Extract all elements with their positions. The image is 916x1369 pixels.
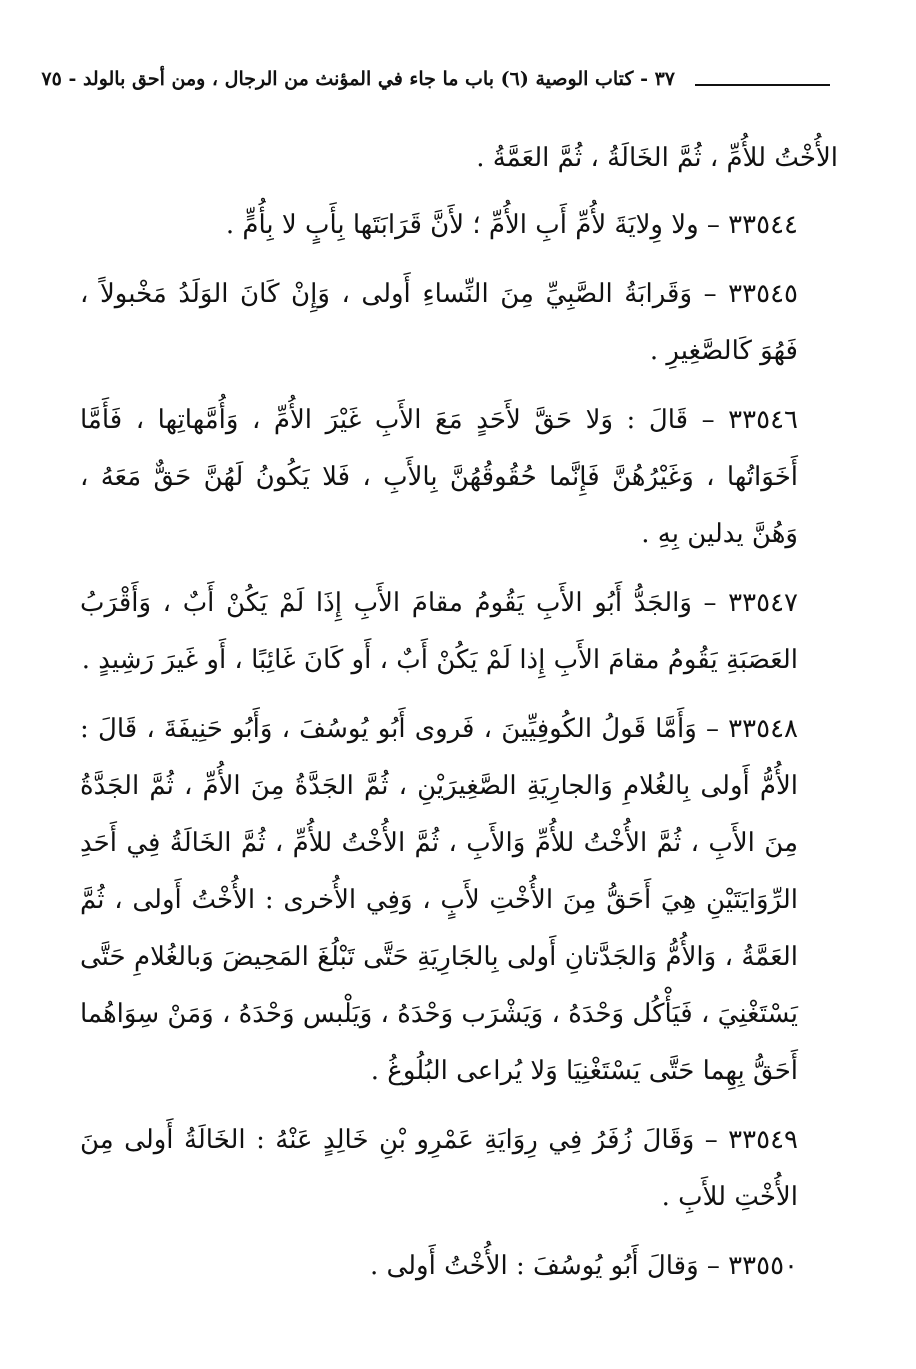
header-title: ٣٧ - كتاب الوصية (٦) باب ما جاء في المؤنث من الرجال ، ومن أحق بالولد - ٧٥ [41,68,675,90]
header-rule [695,84,830,86]
paragraph: ٣٣٥٤٦ – قَالَ : وَلا حَقَّ لأَحَدٍ مَعَ الأَبِ غَيْرَ الأُمِّ ، وَأُمَّهاتِها ، فَأَمَّا أَخَوَاتُها ، وَغَيْرُهُنَّ فَإِنَّما حُقُوقُهُنَّ بِالأَبِ ، فَلا يَكُونُ لَهُنَّ حَقٌّ مَعَهُ ، وَهُنَّ يدلين بِهِ . [80,405,798,549]
paragraph: ٣٣٥٤٥ – وَقَرابَةُ الصَّبِيِّ مِنَ النِّساءِ أَولى ، وَإِنْ كَانَ الوَلَدُ مَخْبولاً ، فَهُوَ كَالصَّغِيرِ . [80,279,798,366]
paragraph: الأُخْتُ للأُمِّ ، ثُمَّ الخَالَةُ ، ثُمَّ العَمَّةُ . [476,143,838,173]
paragraph: ٣٣٥٤٩ – وَقَالَ زُفَرُ فِي رِوَايَةِ عَمْرِو بْنِ خَالِدٍ عَنْهُ : الخَالَةُ أَولى مِنَ الأُخْتِ للأَبِ . [80,1125,798,1212]
running-header [41,68,830,108]
main-text [80,130,838,1307]
paragraph: ٣٣٥٤٨ – وَأَمَّا قَولُ الكُوفِيِّينَ ، فَروى أَبُو يُوسُفَ ، وَأَبُو حَنِيفَةَ ، قَالَ : الأُمُّ أَولى بِالغُلامِ وَالجارِيَةِ الصَّغِيرَيْنِ ، ثُمَّ الجَدَّةُ مِنَ الأُمِّ ، ثُمَّ الجَدَّةُ مِنَ الأَبِ ، ثُمَّ الأُخْتُ للأُمِّ وَالأَبِ ، ثُمَّ الأُخْتُ للأُمِّ ، ثُمَّ الخَالَةُ فِي أَحَدِ الرِّوَايَتَيْنِ هِيَ أَحَقُّ مِنَ الأُخْتِ لأَبٍ ، وَفِي الأُخرى : الأُخْتُ أَولى ، ثُمَّ العَمَّةُ ، وَالأُمُّ وَالجَدَّتانِ أَولى بِالجَارِيَةِ حَتَّى تَبْلُغَ المَحِيضَ وَبالغُلامِ حَتَّى يَسْتَغْنِيَ ، فَيَأْكُل وَحْدَهُ ، وَيَشْرَب وَحْدَهُ ، وَيَلْبس وَحْدَهُ ، وَمَنْ سِوَاهُما أَحَقُّ بِهِما حَتَّى يَسْتَغْنِيَا وَلا يُراعى البُلُوغُ . [80,714,798,1086]
paragraph: ٣٣٥٤٤ – ولا وِلايَةَ لأُمِّ أَبِ الأُمِّ ؛ لأَنَّ قَرَابَتَها بِأَبٍ لا بِأُمٍّ . [225,210,798,240]
paragraph: ٣٣٥٥٠ – وَقالَ أَبُو يُوسُفَ : الأُخْتُ أَولى . [369,1251,798,1281]
paragraph: ٣٣٥٤٧ – وَالجَدُّ أَبُو الأَبِ يَقُومُ مقامَ الأَبِ إِذَا لَمْ يَكُنْ أَبٌ ، وَأَقْرَبُ العَصَبَةِ يَقُومُ مقامَ الأَبِ إِذا لَمْ يَكُنْ أَبٌ ، أَو كَانَ غَائِبًا ، أَو غَيرَ رَشِيدٍ . [80,588,798,675]
